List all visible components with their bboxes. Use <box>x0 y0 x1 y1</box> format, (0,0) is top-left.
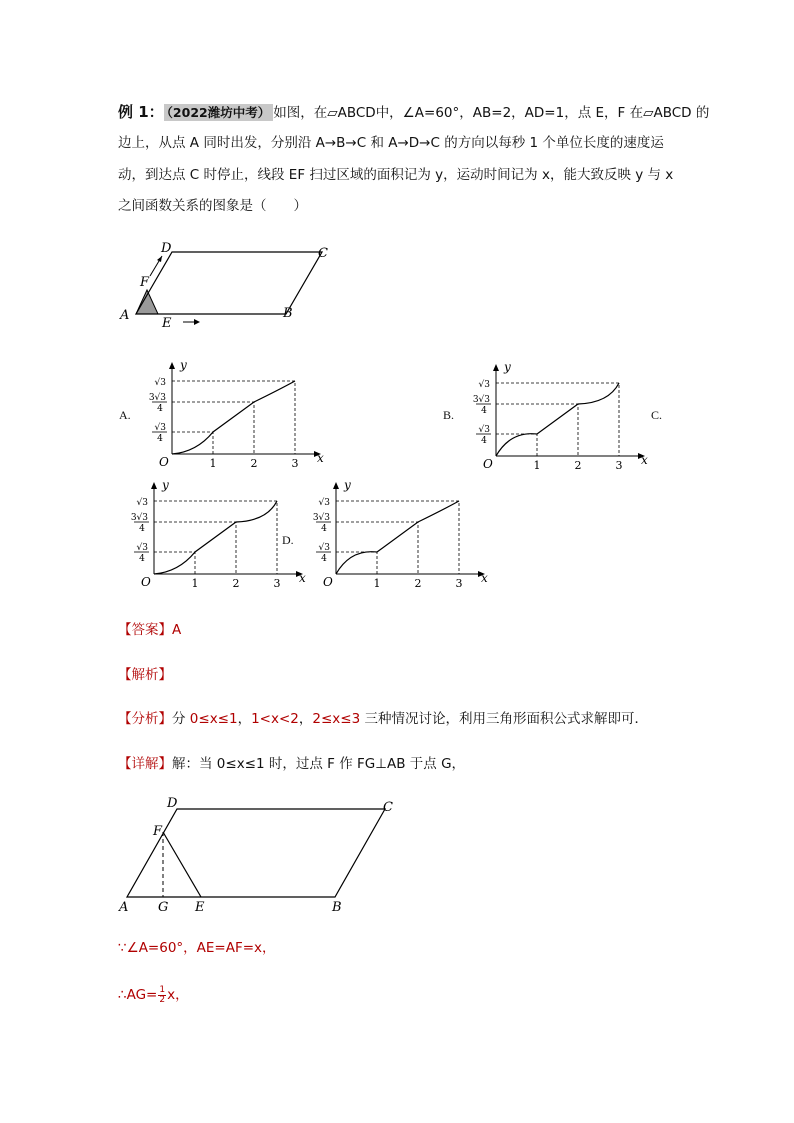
label-C: C <box>383 800 393 815</box>
option-a-label: A. <box>119 408 131 422</box>
xtick-label: 3 <box>615 459 623 472</box>
label-D: D <box>161 241 172 256</box>
source-badge: （2022潍坊中考） <box>164 104 274 121</box>
range-3: 2≤x≤3 <box>312 711 361 727</box>
ytick-numerator: 3√3 <box>472 395 490 405</box>
label-F: F <box>140 275 150 290</box>
fraction-den: 2 <box>159 994 166 1005</box>
ytick-denominator: 4 <box>481 406 487 416</box>
q-text: ▱ABCD 的 <box>643 105 710 121</box>
question-line-1 <box>118 102 709 123</box>
origin-label: O <box>483 457 493 471</box>
shaded-triangle <box>136 290 158 314</box>
origin-label: O <box>159 455 169 469</box>
guide-x1 <box>496 434 537 456</box>
xtick-label: 1 <box>373 577 381 590</box>
xtick-label: 3 <box>273 577 281 590</box>
xtick-label: 1 <box>209 457 217 470</box>
y-axis-arrow <box>493 364 499 371</box>
ytick-numerator: √3 <box>136 543 148 553</box>
segment-FE <box>163 832 201 897</box>
ytick-denominator: 4 <box>321 554 327 564</box>
label-B: B <box>283 306 293 321</box>
xtick-label: 2 <box>250 457 258 470</box>
label-F: F <box>153 824 163 839</box>
xtick-label: 1 <box>191 577 199 590</box>
ytick-sqrt3-over-4 <box>316 542 331 564</box>
ytick-sqrt3: √3 <box>478 380 490 390</box>
ytick-numerator: √3 <box>478 425 490 435</box>
figure-parallelogram-1 <box>115 238 355 338</box>
figure-parallelogram-2 <box>115 795 405 915</box>
y-axis-label: y <box>344 478 351 492</box>
ytick-sqrt3-over-4 <box>134 542 149 564</box>
ytick-3sqrt3-over-4 <box>473 394 491 416</box>
ytick-numerator: √3 <box>318 543 330 553</box>
fraction-num: 1 <box>159 984 166 995</box>
graph-curve <box>154 501 277 574</box>
ytick-sqrt3-over-4 <box>152 422 167 444</box>
y-axis-label: y <box>180 358 187 372</box>
ytick-sqrt3: √3 <box>136 498 148 508</box>
fenxi-text: ， <box>237 711 252 727</box>
label-E: E <box>195 900 205 915</box>
q-text: 中，∠A=60°，AB=2，AD=1，点 E，F 在 <box>375 105 644 121</box>
origin-label: O <box>141 575 151 589</box>
x-axis-label: x <box>299 571 306 585</box>
label-E: E <box>162 316 172 331</box>
ytick-denominator: 4 <box>481 436 487 446</box>
fenxi-text: ， <box>298 711 313 727</box>
example-label: 例 1： <box>118 103 164 121</box>
ytick-denominator: 4 <box>139 524 145 534</box>
fenxi-label: 【分析】 <box>118 711 172 727</box>
label-A: A <box>119 900 129 915</box>
guide-x1 <box>172 432 213 454</box>
range-1: 0≤x≤1 <box>189 711 238 727</box>
xtick-label: 3 <box>455 577 463 590</box>
label-C: C <box>318 246 328 261</box>
y-axis-label: y <box>162 478 169 492</box>
fraction-half <box>158 986 166 1005</box>
x-axis-label: x <box>641 453 648 467</box>
graph-curve <box>496 383 619 456</box>
question-line-3: 动，到达点 C 时停止，线段 EF 扫过区域的面积记为 y，运动时间记为 x，能大致反映 y 与 x <box>118 167 674 183</box>
ytick-3sqrt3-over-4 <box>149 392 167 414</box>
q-text: 如图，在 <box>273 105 328 121</box>
step2-suffix: x， <box>167 987 189 1003</box>
graph-curve <box>336 501 459 574</box>
answer-line <box>118 620 181 640</box>
step-2 <box>118 985 189 1005</box>
option-c-label: C. <box>651 408 663 422</box>
x-axis-label: x <box>317 451 324 465</box>
fenxi-text: 分 <box>172 711 190 727</box>
label-G: G <box>158 900 169 915</box>
ytick-denominator: 4 <box>157 434 163 444</box>
analysis-label: 【解析】 <box>118 667 172 683</box>
fenxi-text: 三种情况讨论，利用三角形面积公式求解即可． <box>360 711 648 727</box>
xtick-label: 3 <box>291 457 299 470</box>
ytick-denominator: 4 <box>157 404 163 414</box>
x-axis-label: x <box>481 571 488 585</box>
y-axis-label: y <box>504 360 511 374</box>
step-1: ∵∠A=60°，AE=AF=x， <box>118 940 276 956</box>
question-line-2: 边上，从点 A 同时出发，分别沿 A→B→C 和 A→D→C 的方向以每秒 1 个单位长度的速度运 <box>118 135 664 151</box>
parallelogram-outline <box>127 809 385 897</box>
ytick-numerator: √3 <box>154 423 166 433</box>
graph-curve <box>172 381 295 454</box>
option-d-label: D. <box>282 533 294 547</box>
ytick-denominator: 4 <box>321 524 327 534</box>
graph-option-b <box>462 360 648 472</box>
ytick-numerator: 3√3 <box>312 513 330 523</box>
y-axis-arrow <box>151 482 157 489</box>
range-2: 1<x<2 <box>251 711 299 727</box>
guide-x1 <box>154 552 195 574</box>
guide-x1 <box>336 552 377 574</box>
ytick-sqrt3-over-4 <box>476 424 491 446</box>
answer-label: 【答案】 <box>118 622 172 638</box>
answer-value: A <box>172 622 182 638</box>
q-text: ▱ABCD <box>327 105 376 121</box>
arrow-right-head <box>194 319 200 325</box>
ytick-3sqrt3-over-4 <box>313 512 331 534</box>
label-D: D <box>167 796 178 811</box>
graph-option-a <box>138 358 324 470</box>
label-A: A <box>120 308 130 323</box>
arrow-up-head <box>157 256 162 262</box>
fenxi-line <box>118 709 648 729</box>
ytick-numerator: 3√3 <box>148 393 166 403</box>
detail-text: 解：当 0≤x≤1 时，过点 F 作 FG⊥AB 于点 G， <box>172 756 466 772</box>
ytick-sqrt3: √3 <box>318 498 330 508</box>
xtick-label: 2 <box>232 577 240 590</box>
y-axis-arrow <box>169 362 175 369</box>
origin-label: O <box>323 575 333 589</box>
parallelogram-outline <box>136 252 322 314</box>
label-B: B <box>332 900 342 915</box>
ytick-3sqrt3-over-4 <box>131 512 149 534</box>
ytick-denominator: 4 <box>139 554 145 564</box>
step2-prefix: ∴AG= <box>118 987 158 1003</box>
ytick-numerator: 3√3 <box>130 513 148 523</box>
xtick-label: 1 <box>533 459 541 472</box>
y-axis-arrow <box>333 482 339 489</box>
option-b-label: B. <box>443 408 455 422</box>
ytick-sqrt3: √3 <box>154 378 166 388</box>
graph-option-d <box>302 478 488 590</box>
xtick-label: 2 <box>414 577 422 590</box>
graph-option-c <box>120 478 306 590</box>
detail-line <box>118 754 465 774</box>
detail-label: 【详解】 <box>118 756 172 772</box>
question-line-4: 之间函数关系的图象是（ ） <box>118 198 307 214</box>
xtick-label: 2 <box>574 459 582 472</box>
